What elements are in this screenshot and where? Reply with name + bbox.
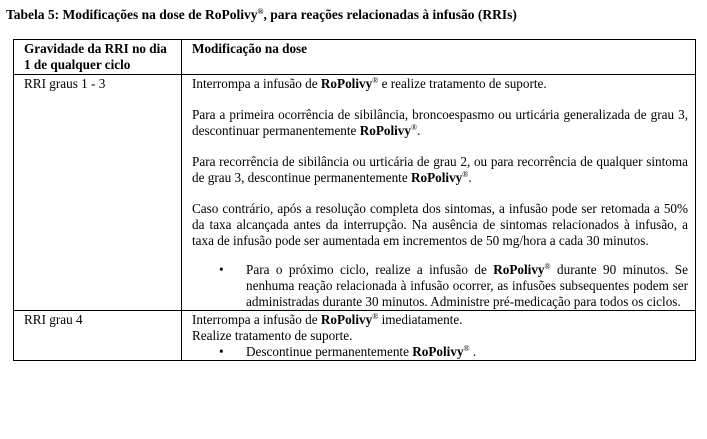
table-row: [14, 75, 696, 311]
paragraph-support: Realize tratamento de suporte.: [192, 328, 353, 343]
paragraph-otherwise: Caso contrário, após a resolução completa dos sintomas, a infusão pode ser retomada a 50% da taxa alcançada antes da interrupção. Na ausência de sintomas relacionados à infusão, a taxa de infusão pode ser aumentada em incrementos de 50 mg/hora a cada 30 minutos.: [192, 201, 688, 248]
drug-name: RoPolivy: [493, 262, 545, 277]
modification-cell: [182, 311, 696, 361]
drug-name: RoPolivy: [410, 170, 463, 185]
caption-text: Tabela 5: Modificações na dose de RoPolivy: [6, 7, 258, 22]
drug-name: RoPolivy: [320, 76, 373, 91]
table-header-row: [14, 40, 696, 75]
drug-name: RoPolivy: [359, 123, 411, 138]
dose-modification-table: [13, 39, 696, 361]
caption-text-end: , para reações relacionadas à infusão (RRIs): [263, 7, 517, 22]
table-row: [14, 311, 696, 361]
bullet-icon: •: [219, 262, 224, 277]
paragraph-interrupt: Interrompa a infusão de RoPolivy® imediatamente.: [192, 312, 463, 327]
caption-registered-mark: ®: [257, 7, 264, 16]
header-severity: Gravidade da RRI no dia 1 de qualquer ciclo: [14, 40, 182, 75]
modification-cell: [182, 75, 696, 311]
bullet-icon: •: [219, 344, 224, 359]
paragraph-interrupt: Interrompa a infusão de RoPolivy® e realize tratamento de suporte.: [192, 76, 547, 91]
drug-name: RoPolivy: [320, 312, 373, 327]
list-item: • Descontinue permanentemente RoPolivy® .: [192, 344, 688, 360]
drug-name: RoPolivy: [412, 344, 464, 359]
severity-cell: RRI graus 1 - 3: [14, 75, 182, 311]
list-item: • Para o próximo ciclo, realize a infusão de RoPolivy® durante 90 minutos. Se nenhuma reação relacionada à infusão ocorrer, as infusões subsequentes podem ser administradas durante 30 minutos. Administre pré-medicação para todos os ciclos.: [192, 262, 688, 310]
severity-cell: RRI grau 4: [14, 311, 182, 361]
table-caption: [6, 7, 517, 23]
paragraph-recurrence: Para recorrência de sibilância ou urticária de grau 2, ou para recorrência de qualquer sintoma de grau 3, descontinue permanentemente RoPolivy®.: [192, 154, 688, 185]
paragraph-first-occurrence: Para a primeira ocorrência de sibilância, broncoespasmo ou urticária generalizada de grau 3, descontinuar permanentemente RoPolivy®.: [192, 107, 688, 138]
header-modification: Modificação na dose: [182, 40, 696, 75]
